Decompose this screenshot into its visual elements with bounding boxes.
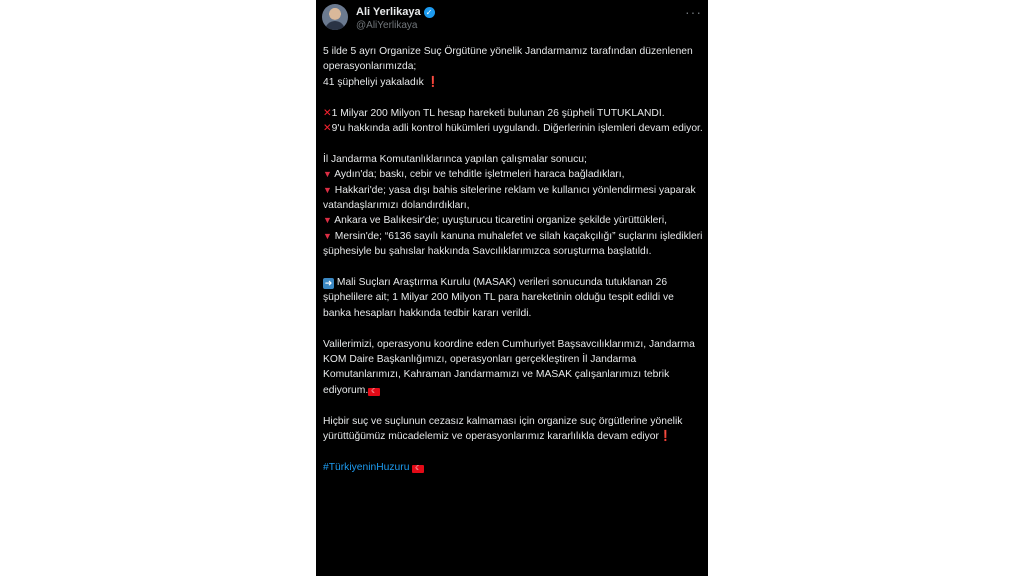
tweet-bullet-mersin: ▼ Mersin'de; “6136 sayılı kanuna muhalefet ve silah kaçakçılığı” suçlarını işledikleri şüphesiyle bu şahıslar hakkında Savcılıklarımızca soruşturma başlatıldı. <box>323 230 703 258</box>
cross-mark-icon: ✕ <box>323 123 332 135</box>
verified-badge-icon: ✓ <box>424 7 435 18</box>
tweet-text <box>323 44 703 475</box>
tweet-card <box>316 0 708 576</box>
red-down-triangle-icon: ▼ <box>323 169 332 180</box>
tweet-bullet-aydin: ▼ Aydın'da; baskı, cebir ve tehditle işletmeleri haraca bağladıkları, <box>323 169 625 181</box>
tweet-paragraph-investigations: İl Jandarma Komutanlıklarınca yapılan çalışmalar sonucu; <box>323 153 587 165</box>
author-handle[interactable]: @AliYerlikaya <box>356 20 418 31</box>
turkish-flag-icon: ☾ <box>368 388 380 396</box>
tweet-paragraph-arrests: 41 şüpheliyi yakaladık ❗ <box>323 76 440 88</box>
tweet-line-arrested: ✕1 Milyar 200 Milyon TL hesap hareketi bulunan 26 şüpheli TUTUKLANDI. <box>323 107 665 119</box>
tweet-bullet-ankara: ▼ Ankara ve Balıkesir'de; uyuşturucu ticaretini organize şekilde yürüttükleri, <box>323 215 667 227</box>
tweet-line-judicial-control: ✕9'u hakkında adli kontrol hükümleri uygulandı. Diğerlerinin işlemleri devam ediyor. <box>323 123 703 135</box>
cross-mark-icon: ✕ <box>323 107 332 119</box>
tweet-hashtag-line <box>323 460 703 475</box>
hashtag-link[interactable]: #TürkiyeninHuzuru <box>323 461 410 473</box>
red-exclamation-icon: ❗ <box>426 76 440 88</box>
more-options-icon[interactable]: ··· <box>685 4 702 20</box>
tweet-paragraph-masak: ➜ Mali Suçları Araştırma Kurulu (MASAK) verileri sonucunda tutuklanan 26 şüphelilere ait; 1 Milyar 200 Milyon TL para hareketinin olduğu tespit edildi ve banka hesapları hakkında tedbir kararı verildi. <box>323 277 674 319</box>
tweet-paragraph-thanks: Valilerimizi, operasyonu koordine eden Cumhuriyet Başsavcılıklarımızı, Jandarma KOM Daire Başkanlığımızı, operasyonları gerçekleştiren İl Jandarma Komutanlarımızı, Kahraman Jandarmamızı ve MASAK çalışanlarımızı tebrik ediyorum. ☾ <box>323 338 695 396</box>
tweet-paragraph-intro: 5 ilde 5 ayrı Organize Suç Örgütüne yönelik Jandarmamız tarafından düzenlenen operasyonlarımızda; <box>323 46 693 73</box>
right-arrow-icon: ➜ <box>324 278 333 289</box>
red-down-triangle-icon: ▼ <box>323 230 332 241</box>
tweet-paragraph-closing: Hiçbir suç ve suçlunun cezasız kalmaması için organize suç örgütlerine yönelik yürüttüğümüz mücadelemiz ve operasyonlarımız kararlılıkla devam ediyor❗ <box>323 415 683 443</box>
tweet-header <box>322 4 702 34</box>
author-display-name[interactable]: Ali Yerlikaya <box>356 6 421 18</box>
author-name-row <box>356 6 435 18</box>
turkish-flag-icon: ☾ <box>412 465 424 473</box>
red-down-triangle-icon: ▼ <box>323 184 332 195</box>
tweet-bullet-hakkari: ▼ Hakkari'de; yasa dışı bahis sitelerine reklam ve kullanıcı yönlendirmesi yaparak vatandaşlarımızı dolandırdıkları, <box>323 184 696 212</box>
avatar[interactable] <box>322 4 348 30</box>
red-exclamation-icon: ❗ <box>658 431 672 443</box>
red-down-triangle-icon: ▼ <box>323 215 332 226</box>
